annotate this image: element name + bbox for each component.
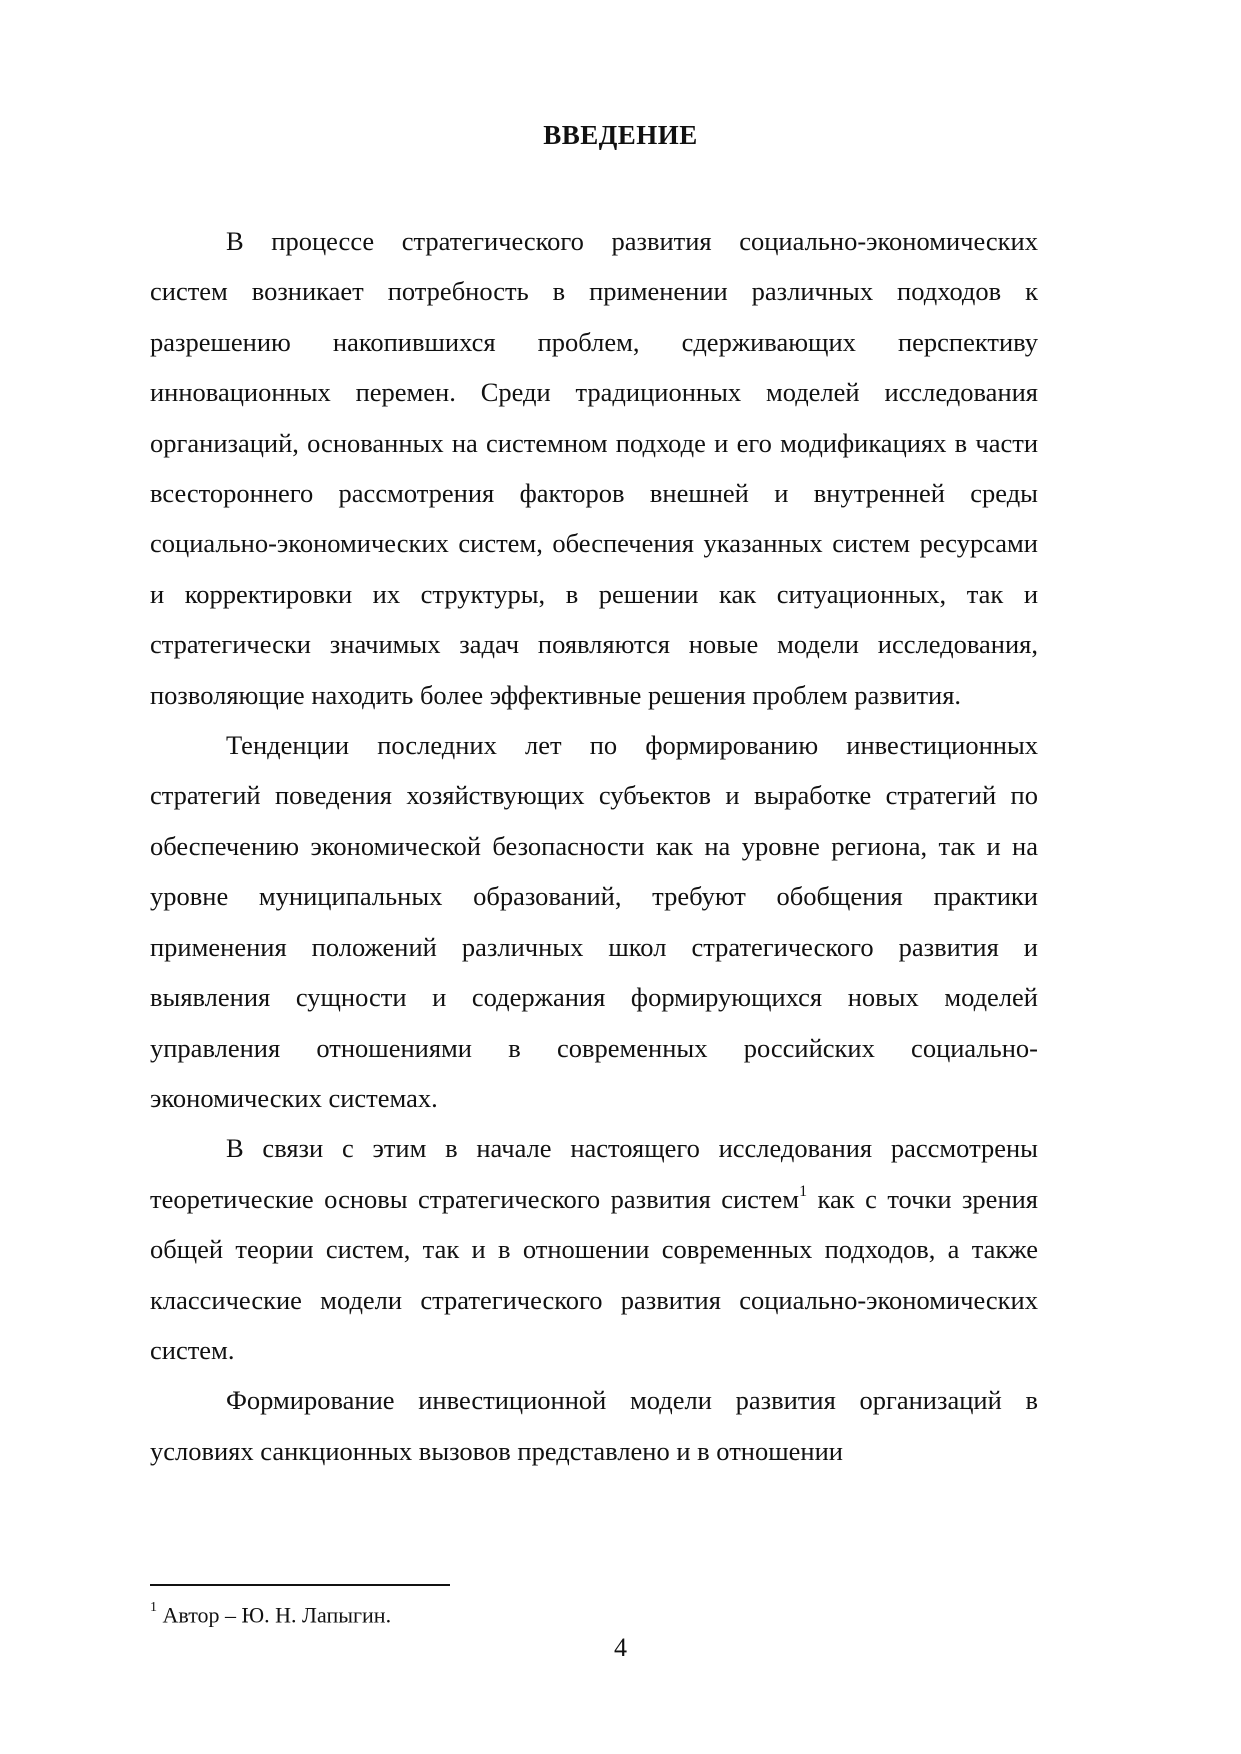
footnote-marker: 1 bbox=[150, 1600, 157, 1615]
section-heading: ВВЕДЕНИЕ bbox=[543, 120, 698, 150]
paragraph-3-part-2: как с точки зрения общей теории систем, так и в отношении современных подходов, а также классические модели стратегического развития социально-экономических систем. bbox=[150, 1183, 1038, 1365]
paragraph-3 bbox=[150, 1123, 1038, 1375]
footnote-separator bbox=[150, 1584, 450, 1586]
paragraph-4: Формирование инвестиционной модели развития организаций в условиях санкционных вызовов представлено и в отношении bbox=[150, 1385, 1038, 1466]
paragraph-3-part-1: В связи с этим в начале настоящего исследования рассмотрены теоретические основы стратегического развития систем bbox=[150, 1133, 1038, 1214]
paragraph-1: В процессе стратегического развития социально-экономических систем возникает потребность в применении различных подходов к разрешению накопившихся проблем, сдерживающих перспективу инновационных перемен. Среди традиционных моделей исследования организаций, основанных на системном подходе и его модификациях в части всестороннего рассмотрения факторов внешней и внутренней среды социально-экономических систем, обеспечения указанных систем ресурсами и корректировки их структуры, в решении как ситуационных, так и стратегически значимых задач появляются новые модели исследования, позволяющие находить более эффективные решения проблем развития. bbox=[150, 226, 1038, 710]
footnote-text: Автор – Ю. Н. Лапыгин. bbox=[157, 1602, 392, 1628]
body-text bbox=[150, 216, 1038, 1476]
footnote bbox=[150, 1597, 391, 1629]
page-number: 4 bbox=[614, 1633, 627, 1662]
footnote-reference[interactable]: 1 bbox=[799, 1182, 808, 1200]
paragraph-2: Тенденции последних лет по формированию инвестиционных стратегий поведения хозяйствующих субъектов и выработке стратегий по обеспечению экономической безопасности как на уровне региона, так и на уровне муниципальных образований, требуют обобщения практики применения положений различных школ стратегического развития и выявления сущности и содержания формирующихся новых моделей управления отношениями в современных российских социально-экономических системах. bbox=[150, 730, 1038, 1113]
